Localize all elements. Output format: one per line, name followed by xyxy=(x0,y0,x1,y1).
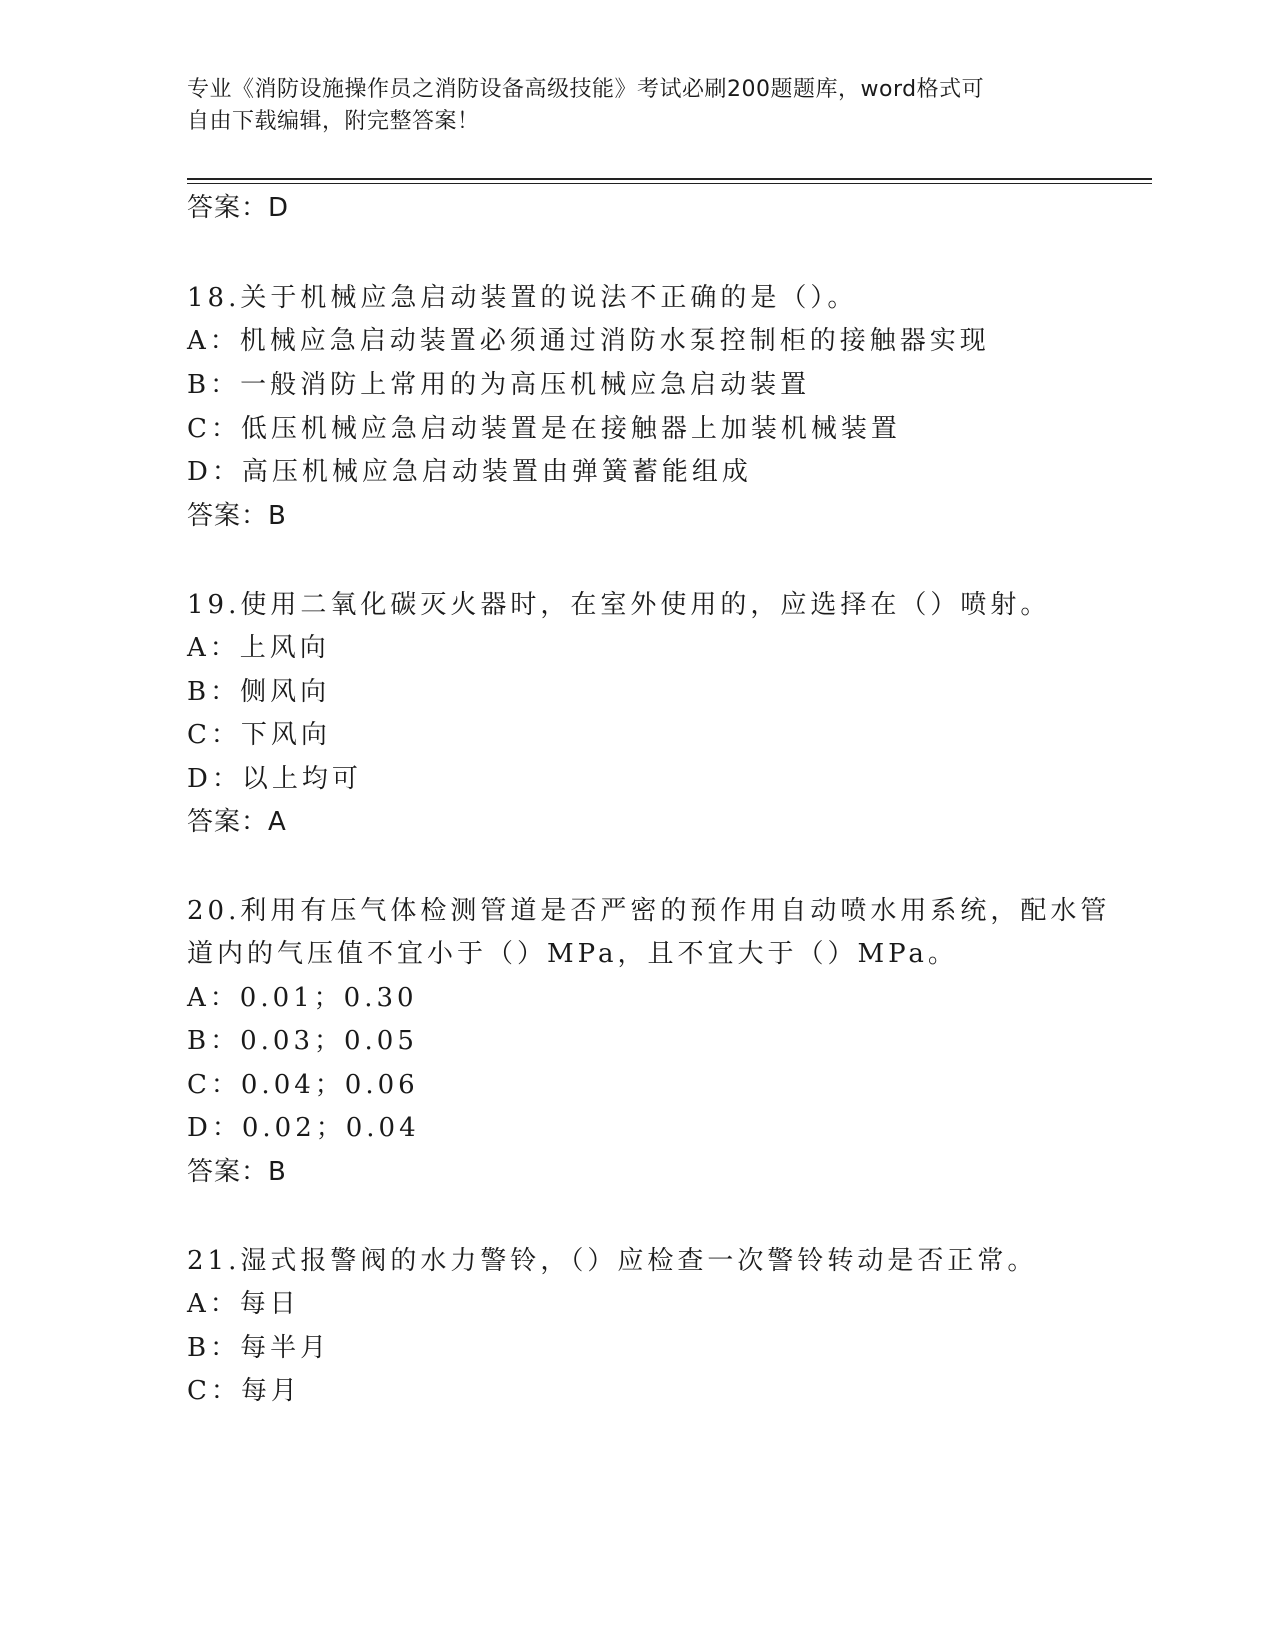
question-20-option-d: D：0.02；0.04 xyxy=(187,1113,420,1143)
question-18-answer: 答案：B xyxy=(187,501,287,531)
question-21-stem: 21.湿式报警阀的水力警铃，（）应检查一次警铃转动是否正常。 xyxy=(187,1246,1038,1276)
question-20-option-c: C：0.04；0.06 xyxy=(187,1070,419,1100)
question-21-option-b: B：每半月 xyxy=(187,1333,331,1363)
header-line-1: 专业《消防设施操作员之消防设备高级技能》考试必刷200题题库，word格式可 xyxy=(187,77,985,102)
question-20-option-b: B：0.03；0.05 xyxy=(187,1026,418,1056)
header-divider-thin xyxy=(187,183,1152,184)
document-header xyxy=(187,74,1087,138)
question-21-option-c: C：每月 xyxy=(187,1376,301,1406)
question-20-option-a: A：0.01；0.30 xyxy=(187,983,418,1013)
question-19-stem: 19.使用二氧化碳灭火器时，在室外使用的，应选择在（）喷射。 xyxy=(187,590,1051,620)
question-20-answer: 答案：B xyxy=(187,1157,287,1187)
previous-answer: 答案：D xyxy=(187,193,290,223)
question-18-option-b: B：一般消防上常用的为高压机械应急启动装置 xyxy=(187,370,811,400)
header-divider-thick xyxy=(187,178,1152,180)
question-19-answer: 答案：A xyxy=(187,807,287,837)
question-19-option-b: B：侧风向 xyxy=(187,677,331,707)
question-20-stem-line-2: 道内的气压值不宜小于（）MPa，且不宜大于（）MPa。 xyxy=(187,939,958,969)
question-18-option-a: A：机械应急启动装置必须通过消防水泵控制柜的接触器实现 xyxy=(187,326,990,356)
header-line-2: 自由下载编辑，附完整答案！ xyxy=(187,109,480,134)
question-18-stem: 18.关于机械应急启动装置的说法不正确的是（）。 xyxy=(187,283,858,313)
question-21-option-a: A：每日 xyxy=(187,1289,300,1319)
question-18-option-c: C：低压机械应急启动装置是在接触器上加装机械装置 xyxy=(187,414,901,444)
question-18-option-d: D：高压机械应急启动装置由弹簧蓄能组成 xyxy=(187,457,752,487)
question-19-option-c: C：下风向 xyxy=(187,720,331,750)
question-19-option-d: D：以上均可 xyxy=(187,764,362,794)
question-19-option-a: A：上风向 xyxy=(187,633,330,663)
question-20-stem-line-1: 20.利用有压气体检测管道是否严密的预作用自动喷水用系统，配水管 xyxy=(187,896,1111,926)
